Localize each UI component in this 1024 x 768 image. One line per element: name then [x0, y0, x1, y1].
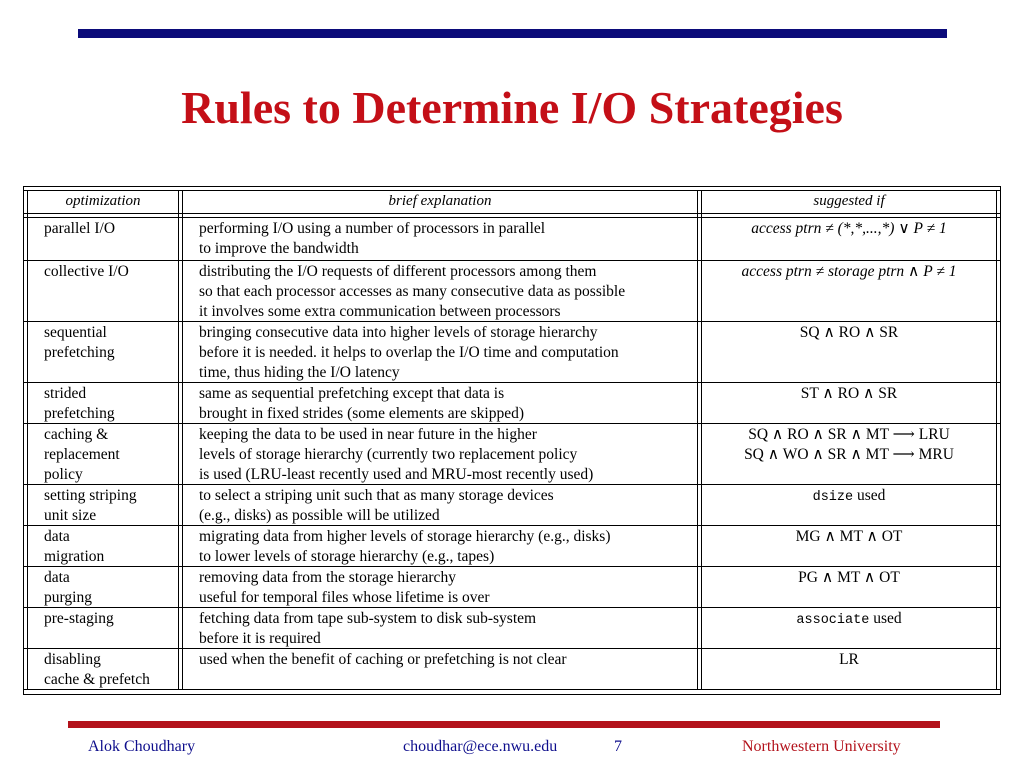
optimization-name	[44, 527, 104, 567]
header-optimization: optimization	[65, 193, 141, 209]
condition-text	[702, 425, 996, 465]
name-line: strided	[44, 385, 87, 402]
name-line: data	[44, 528, 70, 545]
explanation-text	[199, 425, 593, 485]
name-line: caching &	[44, 426, 109, 443]
footer-page-number: 7	[614, 738, 622, 755]
name-line: migration	[44, 548, 105, 565]
name-line: cache & prefetch	[44, 671, 150, 688]
explanation-line: same as sequential prefetching except that data is	[199, 385, 505, 402]
explanation-line: it involves some extra communication between processors	[199, 303, 561, 320]
condition-line: associate used	[796, 610, 902, 628]
footer-author: Alok Choudhary	[88, 738, 196, 755]
optimization-name	[44, 609, 114, 629]
optimization-name	[44, 262, 129, 282]
explanation-line: to lower levels of storage hierarchy (e.g., tapes)	[199, 548, 495, 565]
explanation-line: to improve the bandwidth	[199, 240, 359, 257]
explanation-text	[199, 609, 536, 649]
condition-text	[702, 384, 996, 404]
explanation-line: fetching data from tape sub-system to disk sub-system	[199, 610, 537, 627]
top-divider	[78, 29, 947, 38]
condition-line: PG ∧ MT ∧ OT	[798, 569, 900, 586]
condition-text	[702, 219, 996, 239]
explanation-line: performing I/O using a number of processors in parallel	[199, 220, 546, 237]
name-line: disabling	[44, 651, 101, 668]
explanation-line: time, thus hiding the I/O latency	[199, 364, 400, 381]
name-line: purging	[44, 589, 92, 606]
condition-text	[702, 323, 996, 343]
condition-line: SQ ∧ RO ∧ SR	[799, 324, 899, 341]
condition-text	[702, 486, 996, 508]
explanation-line: before it is required	[199, 630, 321, 647]
footer-institution: Northwestern University	[742, 738, 901, 755]
explanation-text	[199, 650, 567, 670]
optimization-name	[44, 568, 92, 608]
condition-line: LR	[839, 651, 859, 668]
explanation-text	[199, 384, 524, 424]
explanation-line: keeping the data to be used in near future in the higher	[199, 426, 537, 443]
name-line: collective I/O	[44, 263, 129, 280]
optimization-name	[44, 486, 137, 526]
explanation-line: bringing consecutive data into higher levels of storage hierarchy	[199, 324, 598, 341]
optimization-name	[44, 425, 120, 485]
explanation-text	[199, 262, 625, 322]
explanation-text	[199, 486, 554, 526]
slide-title: Rules to Determine I/O Strategies	[181, 82, 843, 133]
optimization-name	[44, 219, 115, 239]
condition-line: SQ ∧ WO ∧ SR ∧ MT ⟶ MRU	[744, 446, 954, 463]
name-line: replacement	[44, 446, 120, 463]
name-line: sequential	[44, 324, 107, 341]
explanation-line: distributing the I/O requests of different processors among them	[199, 263, 597, 280]
explanation-text	[199, 323, 619, 383]
explanation-text	[199, 568, 490, 608]
optimization-name	[44, 323, 115, 363]
explanation-line: is used (LRU-least recently used and MRU-most recently used)	[199, 466, 594, 483]
condition-line: dsize used	[812, 487, 886, 505]
condition-line: MG ∧ MT ∧ OT	[795, 528, 903, 545]
explanation-text	[199, 219, 545, 259]
name-line: parallel I/O	[44, 220, 116, 237]
name-line: setting striping	[44, 487, 137, 504]
explanation-text	[199, 527, 610, 567]
condition-text	[702, 609, 996, 631]
condition-text	[702, 568, 996, 588]
name-line: pre-staging	[44, 610, 114, 627]
explanation-line: before it is needed. it helps to overlap the I/O time and computation	[199, 344, 619, 361]
header-explanation: brief explanation	[388, 193, 492, 209]
header-suggested: suggested if	[813, 193, 885, 209]
condition-text	[702, 650, 996, 670]
name-line: unit size	[44, 507, 97, 524]
explanation-line: brought in fixed strides (some elements are skipped)	[199, 405, 524, 422]
optimization-name	[44, 384, 115, 424]
condition-line: SQ ∧ RO ∧ SR ∧ MT ⟶ LRU	[748, 426, 950, 443]
explanation-line: useful for temporal files whose lifetime is over	[199, 589, 490, 606]
bottom-divider	[68, 721, 940, 728]
name-line: prefetching	[44, 405, 115, 422]
explanation-line: used when the benefit of caching or prefetching is not clear	[199, 651, 567, 668]
condition-text	[702, 262, 996, 282]
explanation-line: levels of storage hierarchy (currently two replacement policy	[199, 446, 578, 463]
strategy-table	[23, 186, 1001, 696]
name-line: prefetching	[44, 344, 115, 361]
explanation-line: to select a striping unit such that as many storage devices	[199, 487, 554, 504]
condition-line: access ptrn ≠ (*,*,...,*) ∨ P ≠ 1	[751, 220, 947, 237]
condition-line: ST ∧ RO ∧ SR	[800, 385, 898, 402]
explanation-line: removing data from the storage hierarchy	[199, 569, 456, 586]
name-line: data	[44, 569, 70, 586]
optimization-name	[44, 650, 150, 690]
explanation-line: so that each processor accesses as many consecutive data as possible	[199, 283, 626, 300]
name-line: policy	[44, 466, 83, 483]
explanation-line: (e.g., disks) as possible will be utilized	[199, 507, 440, 524]
explanation-line: migrating data from higher levels of storage hierarchy (e.g., disks)	[199, 528, 611, 545]
footer-email: choudhar@ece.nwu.edu	[403, 738, 558, 755]
condition-line: access ptrn ≠ storage ptrn ∧ P ≠ 1	[741, 263, 957, 280]
condition-text	[702, 527, 996, 547]
